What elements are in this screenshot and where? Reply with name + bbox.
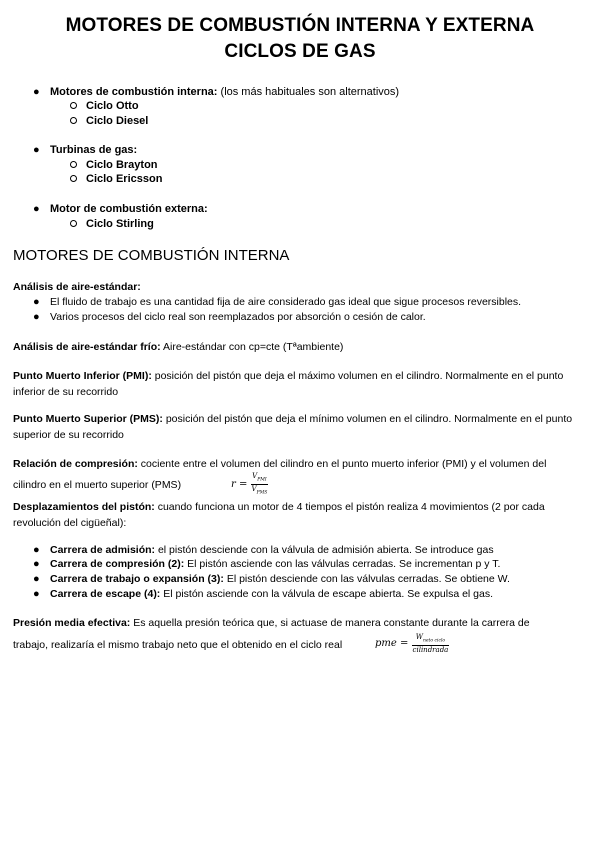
pms-definition: Punto Muerto Superior (PMS): posición del pistón que deja el mínimo volumen en el cilindro. Normalmente en el punto superior de su recorrido xyxy=(13,413,573,441)
mep-line2: trabajo, realizaría el mismo trabajo neto que el obtenido en el ciclo real xyxy=(13,639,343,651)
stroke-item-exhaust: Carrera de escape (4): El pistón asciende con la válvula de escape abierta. Se expulsa el gas. xyxy=(50,588,494,600)
bullet-icon: ● xyxy=(33,203,40,215)
mep-line1: Presión media efectiva: Es aquella presión teórica que, si actuase de manera constante durante la carrera de xyxy=(13,617,530,629)
bullet-icon: ● xyxy=(33,573,40,585)
sub-item-ericsson: Ciclo Ericsson xyxy=(86,173,163,185)
bullet-icon: ● xyxy=(33,311,40,323)
cold-air-standard: Análisis de aire-estándar frío: Aire-estándar con cp=cte (Tªambiente) xyxy=(13,341,344,353)
circle-bullet-icon xyxy=(70,117,77,124)
compression-ratio-formula: r = $\frac{V_{PMI}}{V_{PMS}}$ xyxy=(231,471,268,496)
pmi-definition: Punto Muerto Inferior (PMI): posición del pistón que deja el máximo volumen en el cilindro. Normalmente en el punto inferior de su recorrido xyxy=(13,370,564,398)
circle-bullet-icon xyxy=(70,161,77,168)
bullet-icon: ● xyxy=(33,544,40,556)
list-item-gas-turbines: Turbinas de gas: xyxy=(50,144,138,156)
compression-ratio-line1: Relación de compresión: cociente entre el volumen del cilindro en el punto muerto inferior (PMI) y el volumen del xyxy=(13,458,547,470)
stroke-item-compression: Carrera de compresión (2): El pistón asciende con las válvulas cerradas. Se incrementan p y T. xyxy=(50,558,501,570)
sub-item-brayton: Ciclo Brayton xyxy=(86,159,158,171)
piston-strokes-intro: Desplazamientos del pistón: cuando funciona un motor de 4 tiempos el pistón realiza 4 movimientos (2 por cada revolución del cigüeñal): xyxy=(13,501,545,529)
bullet-icon: ● xyxy=(33,588,40,600)
list-item-external-combustion: Motor de combustión externa: xyxy=(50,203,208,215)
mep-formula: pme = $\frac{W_{neto ciclo}}{\text{cilindrada}}$ xyxy=(375,632,449,655)
circle-bullet-icon xyxy=(70,102,77,109)
document-title-line2: CICLOS DE GAS xyxy=(224,41,376,62)
air-standard-bullet: El fluido de trabajo es una cantidad fija de aire considerado gas ideal que sigue procesos reversibles. xyxy=(50,296,522,308)
bullet-icon: ● xyxy=(33,144,40,156)
stroke-item-power: Carrera de trabajo o expansión (3): El pistón desciende con las válvulas cerradas. Se obtiene W. xyxy=(50,573,510,585)
sub-item-stirling: Ciclo Stirling xyxy=(86,218,154,230)
sub-item-diesel: Ciclo Diesel xyxy=(86,115,149,127)
section-heading: MOTORES DE COMBUSTIÓN INTERNA xyxy=(13,247,290,264)
document-title-line1: MOTORES DE COMBUSTIÓN INTERNA Y EXTERNA xyxy=(65,15,535,36)
air-standard-label: Análisis de aire-estándar: xyxy=(13,281,141,293)
sub-item-otto: Ciclo Otto xyxy=(86,100,139,112)
circle-bullet-icon xyxy=(70,220,77,227)
stroke-item-intake: Carrera de admisión: el pistón desciende con la válvula de admisión abierta. Se introduce gas xyxy=(50,544,494,556)
bullet-icon: ● xyxy=(33,558,40,570)
compression-ratio-line2: cilindro en el muerto superior (PMS) xyxy=(13,479,182,491)
bullet-icon: ● xyxy=(33,86,40,98)
bullet-icon: ● xyxy=(33,296,40,308)
air-standard-bullet: Varios procesos del ciclo real son reemplazados por absorción o cesión de calor. xyxy=(50,311,426,323)
circle-bullet-icon xyxy=(70,175,77,182)
list-item-internal-combustion: Motores de combustión interna: (los más habituales son alternativos) xyxy=(50,86,400,98)
